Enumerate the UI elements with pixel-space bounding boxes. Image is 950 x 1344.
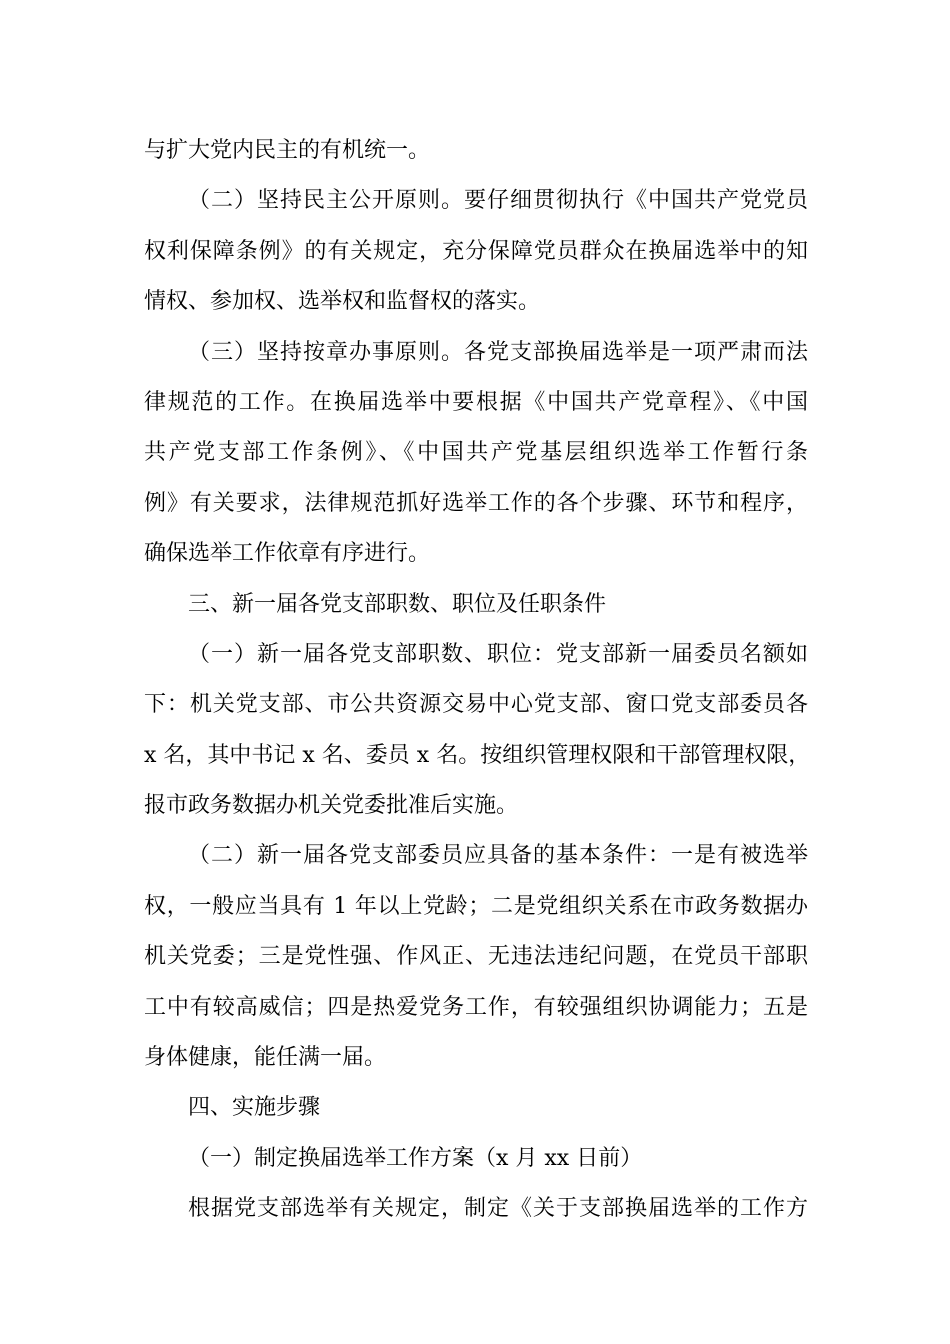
paragraph-line: （二）坚持民主公开原则。要仔细贯彻执行《中国共产党党员 — [188, 188, 808, 214]
paragraph-line: 情权、参加权、选举权和监督权的落实。 — [144, 289, 541, 315]
document-body — [144, 126, 811, 1235]
paragraph-line: （二）新一届各党支部委员应具备的基本条件：一是有被选举 — [188, 843, 808, 869]
section-heading: 三、新一届各党支部职数、职位及任职条件 — [188, 591, 607, 617]
paragraph-line: 确保选举工作依章有序进行。 — [144, 541, 431, 567]
subsection-heading: （一）制定换届选举工作方案（x 月 xx 日前） — [188, 1145, 643, 1171]
paragraph-line: 律规范的工作。在换届选举中要根据《中国共产党章程》、《中国 — [144, 389, 808, 415]
paragraph-line: 例》有关要求，法律规范抓好选举工作的各个步骤、环节和程序， — [144, 490, 808, 516]
paragraph-line: x 名，其中书记 x 名、委员 x 名。按组织管理权限和干部管理权限， — [144, 742, 811, 768]
paragraph-line: 身体健康，能任满一届。 — [144, 1045, 387, 1071]
paragraph-line: （一）新一届各党支部职数、职位：党支部新一届委员名额如 — [188, 641, 808, 667]
paragraph-line: 工中有较高威信；四是热爱党务工作，有较强组织协调能力；五是 — [144, 994, 808, 1020]
paragraph-line: 机关党委；三是党性强、作风正、无违法违纪问题，在党员干部职 — [144, 944, 808, 970]
paragraph-line: 根据党支部选举有关规定，制定《关于支部换届选举的工作方 — [188, 1196, 808, 1222]
section-heading: 四、实施步骤 — [188, 1095, 321, 1121]
paragraph-line: 权利保障条例》的有关规定，充分保障党员群众在换届选举中的知 — [144, 238, 808, 264]
paragraph-line: 共产党支部工作条例》、《中国共产党基层组织选举工作暂行条 — [144, 440, 808, 466]
paragraph-line: （三）坚持按章办事原则。各党支部换届选举是一项严肃而法 — [188, 339, 808, 365]
paragraph-line: 下：机关党支部、市公共资源交易中心党支部、窗口党支部委员各 — [144, 692, 808, 718]
paragraph-line: 报市政务数据办机关党委批准后实施。 — [144, 793, 519, 819]
paragraph-line: 与扩大党内民主的有机统一。 — [144, 138, 431, 163]
paragraph-line: 权，一般应当具有 1 年以上党龄；二是党组织关系在市政务数据办 — [144, 893, 808, 919]
